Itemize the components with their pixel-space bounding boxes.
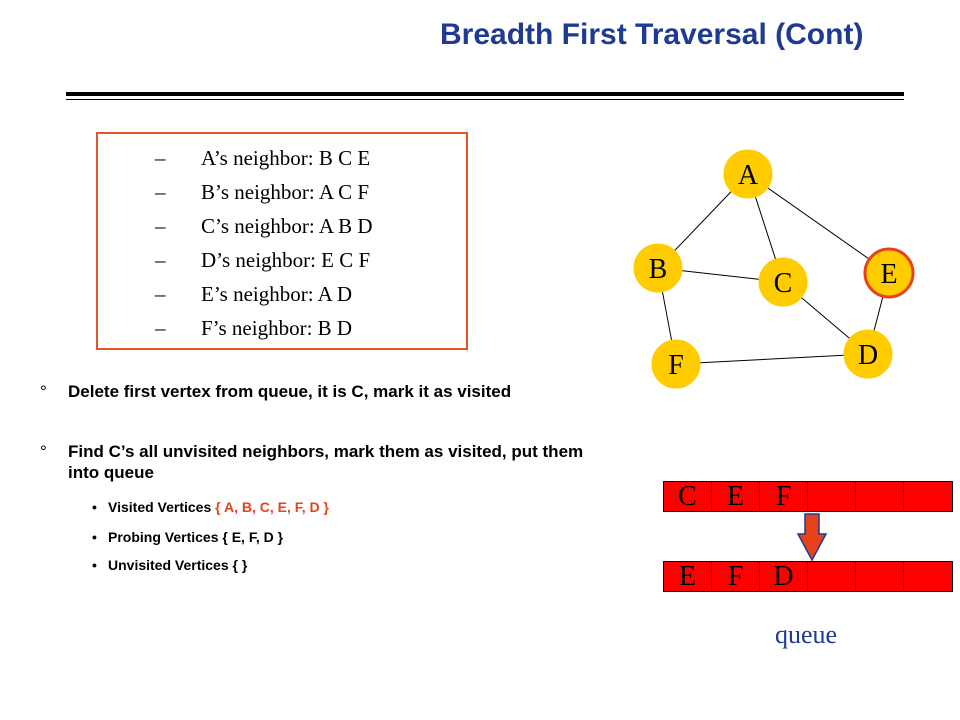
dash: – <box>155 180 166 204</box>
sub-bullet-dot: • <box>92 557 97 573</box>
probing-text: Probing Vertices { E, F, D } <box>108 529 284 545</box>
queue-cell <box>904 482 952 511</box>
node-f-label: F <box>668 350 684 381</box>
dash: – <box>155 214 166 238</box>
queue-cell <box>856 482 904 511</box>
node-b <box>634 244 682 292</box>
visited-label: Visited Vertices <box>108 499 216 515</box>
node-c <box>759 258 807 306</box>
dash: – <box>155 316 166 340</box>
queue-cell <box>856 562 904 591</box>
queue-label: queue <box>775 620 838 649</box>
sub-bullet-dot: • <box>92 529 97 545</box>
queue-before <box>663 481 953 512</box>
visited-set: { A, B, C, E, F, D } <box>215 499 329 515</box>
dash: – <box>155 282 166 306</box>
queue-cell: C <box>664 482 712 511</box>
neighbor-text: C’s neighbor: A B D <box>201 214 373 238</box>
slide-title: Breadth First Traversal (Cont) <box>440 18 864 51</box>
bullet-mark: ° <box>40 442 47 461</box>
node-d <box>844 330 892 378</box>
unvisited-text: Unvisited Vertices { } <box>108 557 248 573</box>
queue-cell: E <box>712 482 760 511</box>
node-d-label: D <box>857 340 879 371</box>
node-a <box>724 150 772 198</box>
node-e <box>865 249 913 297</box>
down-arrow <box>798 514 826 560</box>
bullet-text: Find C’s all unvisited neighbors, mark them as visited, put them into queue <box>68 442 584 482</box>
queue-cell: F <box>760 482 808 511</box>
queue-cell <box>808 482 856 511</box>
neighbor-text: F’s neighbor: B D <box>201 316 353 340</box>
queue-cell <box>808 562 856 591</box>
queue-cell <box>904 562 952 591</box>
down-arrow-shape <box>798 514 826 560</box>
bullet-text: Delete first vertex from queue, it is C, mark it as visited <box>68 382 512 401</box>
neighbor-text: E’s neighbor: A D <box>201 282 353 306</box>
node-f <box>652 340 700 388</box>
bullet-mark: ° <box>40 382 47 401</box>
neighbor-text: B’s neighbor: A C F <box>201 180 370 204</box>
queue-cell: D <box>760 562 808 591</box>
node-c-label: C <box>773 268 793 299</box>
dash: – <box>155 146 166 170</box>
edge-a-e <box>748 174 889 273</box>
neighbor-text: A’s neighbor: B C E <box>201 146 371 170</box>
queue-cell: F <box>712 562 760 591</box>
neighbor-text: D’s neighbor: E C F <box>201 248 371 272</box>
queue-cell: E <box>664 562 712 591</box>
node-b-label: B <box>648 254 668 285</box>
node-a-label: A <box>737 160 759 191</box>
dash: – <box>155 248 166 272</box>
node-e-label: E <box>880 259 898 290</box>
queue-after <box>663 561 953 592</box>
sub-bullet-dot: • <box>92 499 97 515</box>
edge-f-d <box>676 354 868 364</box>
